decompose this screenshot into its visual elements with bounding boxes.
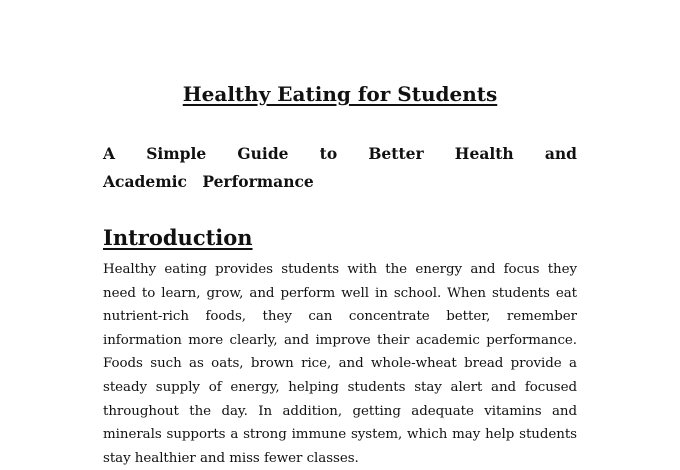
section-heading: Introduction	[103, 225, 253, 250]
section-body-paragraph: Healthy eating provides students with the energy and focus they need to learn, grow, and perform well in school. When students eat nutrient-rich foods, they can concentrate better, remember information more clearly, and improve their academic performance. Foods such as oats, brown rice, and whole-wheat bread provide a steady supply of energy, helping students stay alert and focused throughout the day. In addition, getting adequate vitamins and minerals supports a strong immune system, which may help students stay healthier and miss fewer classes.	[103, 262, 577, 466]
document-subtitle: A Simple Guide to Better Health and Academic Performance	[103, 144, 577, 191]
document-title: Healthy Eating for Students	[182, 82, 498, 106]
